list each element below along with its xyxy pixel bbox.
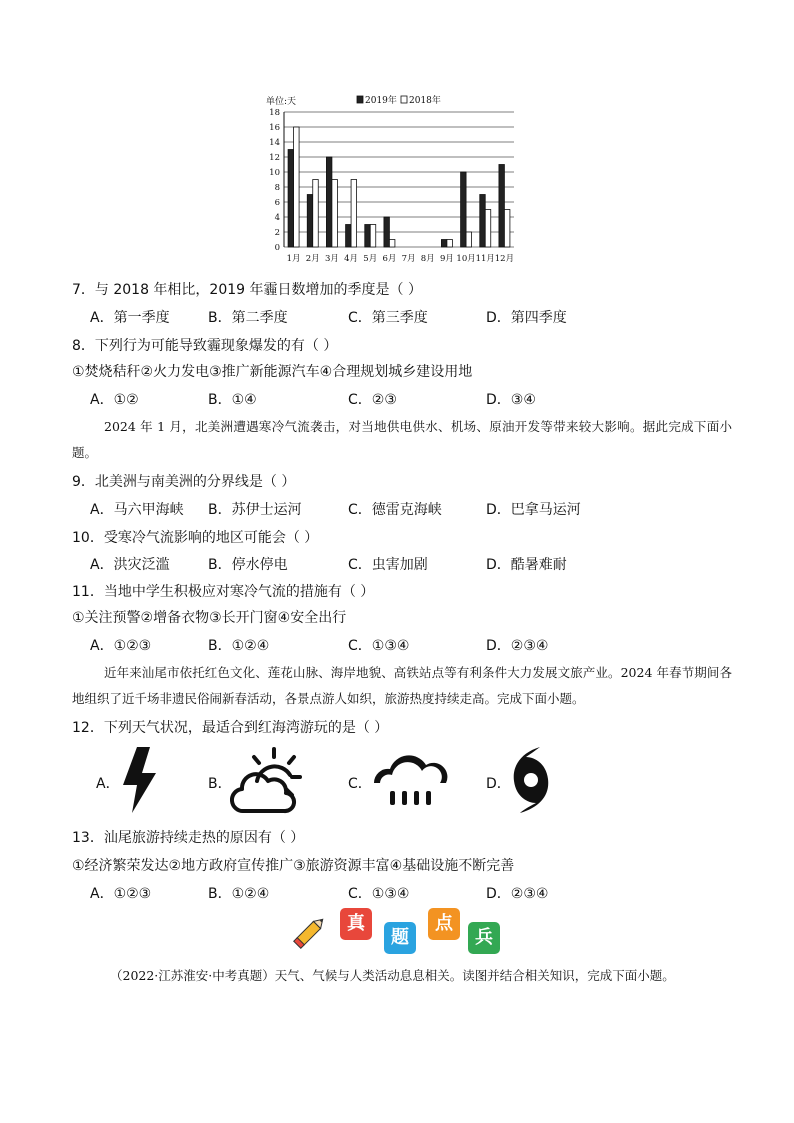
q10-option-a[interactable]: A．洪灾泛滥: [90, 557, 170, 573]
x-tick-label-7: 7月: [401, 254, 416, 264]
bar-2018-5: [370, 225, 376, 248]
q11-option-a[interactable]: A．①②③: [90, 638, 152, 654]
q8-items: ①焚烧秸秆②火力发电③推广新能源汽车④合理规划城乡建设用地: [72, 364, 473, 380]
q13-option-b[interactable]: B．①②④: [208, 886, 270, 902]
legend-label-0: 2019年: [365, 96, 397, 106]
q10-option-b[interactable]: B．停水停电: [208, 557, 288, 573]
q12-option-d[interactable]: [486, 745, 576, 815]
bar-2018-2: [313, 180, 319, 248]
q9-option-c[interactable]: C．德雷克海峡: [348, 502, 442, 518]
bar-2019-4: [346, 225, 352, 248]
x-tick-label-1: 1月: [286, 254, 301, 264]
x-tick-label-10: 10月: [456, 254, 476, 264]
bar-2018-9: [447, 240, 453, 248]
q13-option-a[interactable]: A．①②③: [90, 886, 152, 902]
q12-stem: 12．下列天气状况，最适合到红海湾游玩的是（ ）: [72, 720, 389, 736]
x-tick-label-6: 6月: [382, 254, 397, 264]
bar-2019-5: [365, 225, 371, 248]
bar-2019-12: [499, 165, 505, 248]
pencil-icon: [290, 912, 330, 952]
x-tick-label-3: 3月: [324, 254, 339, 264]
q8-option-c[interactable]: C．②③: [348, 392, 397, 408]
q12-option-d-label: D．: [486, 776, 511, 792]
bar-2018-6: [389, 240, 395, 248]
haze-days-chart: [262, 92, 520, 268]
x-tick-label-5: 5月: [363, 254, 378, 264]
typhoon-icon: [506, 745, 556, 815]
bar-2019-2: [307, 195, 313, 248]
q12-option-a-label: A．: [96, 776, 120, 792]
q13-stem: 13．汕尾旅游持续走热的原因有（ ）: [72, 830, 305, 846]
y-tick-label-1: 2: [274, 228, 280, 238]
bar-2019-6: [384, 217, 390, 247]
q7-option-b[interactable]: B．第二季度: [208, 310, 288, 326]
q13-option-d[interactable]: D．②③④: [486, 886, 549, 902]
q9-option-d[interactable]: D．巴拿马运河: [486, 502, 581, 518]
y-tick-label-9: 18: [269, 108, 280, 118]
q13-option-c[interactable]: C．①③④: [348, 886, 410, 902]
y-tick-label-8: 16: [269, 123, 280, 133]
q9-option-a[interactable]: A．马六甲海峡: [90, 502, 184, 518]
bar-2019-10: [461, 172, 467, 247]
badge-dian: 点: [428, 908, 460, 940]
bar-2018-11: [485, 210, 491, 248]
q7-option-a[interactable]: A．第一季度: [90, 310, 170, 326]
q9-option-b[interactable]: B．苏伊士运河: [208, 502, 302, 518]
passage-shanwei-tourism: 近年来汕尾市依托红色文化、莲花山脉、海岸地貌、高铁站点等有利条件大力发展文旅产业。2024 年春节期间各地组织了近千场非遗民俗闹新春活动，各景点游人如织，旅游热度持续走高。完成下面小题。: [72, 665, 732, 706]
q11-option-b[interactable]: B．①②④: [208, 638, 270, 654]
y-tick-label-4: 8: [274, 183, 280, 193]
badge-zhen: 真: [340, 908, 372, 940]
bar-2019-1: [288, 150, 294, 248]
q12-option-c-label: C．: [348, 776, 372, 792]
q13-items: ①经济繁荣发达②地方政府宣传推广③旅游资源丰富④基础设施不断完善: [72, 858, 515, 874]
rain-cloud-icon: [370, 751, 450, 815]
q10-option-c[interactable]: C．虫害加剧: [348, 557, 428, 573]
bar-2018-10: [466, 232, 472, 247]
x-tick-label-4: 4月: [344, 254, 359, 264]
x-tick-label-12: 12月: [494, 254, 515, 264]
y-tick-label-2: 4: [274, 213, 280, 223]
q8-option-d[interactable]: D．③④: [486, 392, 536, 408]
legend-swatch-1: [401, 96, 407, 103]
q11-option-c[interactable]: C．①③④: [348, 638, 410, 654]
lightning-icon: [120, 745, 160, 815]
badge-ti: 题: [384, 922, 416, 954]
y-tick-label-3: 6: [274, 198, 280, 208]
badge-bing: 兵: [468, 922, 500, 954]
y-tick-label-0: 0: [274, 243, 280, 253]
x-tick-label-2: 2月: [305, 254, 320, 264]
bar-2019-3: [326, 157, 332, 247]
bar-2019-9: [441, 240, 447, 248]
x-tick-label-11: 11月: [475, 254, 495, 264]
q12-option-b-label: B．: [208, 776, 232, 792]
bar-2018-3: [332, 180, 338, 248]
q7-option-d[interactable]: D．第四季度: [486, 310, 567, 326]
q11-option-d[interactable]: D．②③④: [486, 638, 549, 654]
bar-2018-4: [351, 180, 357, 248]
source-line: （2022·江苏淮安·中考真题）天气、气候与人类活动息息相关。读图并结合相关知识，完成下面小题。: [110, 968, 675, 983]
x-tick-label-9: 9月: [439, 254, 454, 264]
q11-stem: 11．当地中学生积极应对寒冷气流的措施有（ ）: [72, 584, 375, 600]
y-tick-label-5: 10: [269, 168, 280, 178]
q7-option-c[interactable]: C．第三季度: [348, 310, 428, 326]
q9-stem: 9．北美洲与南美洲的分界线是（ ）: [72, 474, 296, 490]
q10-option-d[interactable]: D．酷暑难耐: [486, 557, 567, 573]
chart-unit-label: 单位:天: [266, 97, 297, 107]
bar-2019-11: [480, 195, 486, 248]
q12-option-c[interactable]: [348, 745, 458, 815]
q7-stem: 7．与 2018 年相比，2019 年霾日数增加的季度是（ ）: [72, 282, 422, 298]
q12-option-b[interactable]: [208, 745, 308, 815]
real-exam-practice-banner: [290, 908, 510, 958]
bar-2018-1: [294, 127, 300, 247]
passage-north-america-cold: 2024 年 1 月，北美洲遭遇寒冷气流袭击，对当地供电供水、机场、原油开发等带来较大影响。据此完成下面小题。: [72, 419, 732, 460]
y-tick-label-7: 14: [269, 138, 280, 148]
q8-option-b[interactable]: B．①④: [208, 392, 257, 408]
q12-option-a[interactable]: [96, 745, 176, 815]
q8-stem: 8．下列行为可能导致霾现象爆发的有（ ）: [72, 338, 338, 354]
q10-stem: 10．受寒冷气流影响的地区可能会（ ）: [72, 530, 319, 546]
y-tick-label-6: 12: [269, 153, 280, 163]
q8-option-a[interactable]: A．①②: [90, 392, 139, 408]
bar-chart-svg: [262, 92, 520, 268]
legend-label-1: 2018年: [409, 96, 441, 106]
q11-items: ①关注预警②增备衣物③长开门窗④安全出行: [72, 610, 347, 626]
x-tick-label-8: 8月: [420, 254, 435, 264]
legend-swatch-0: [357, 96, 363, 103]
bar-2018-12: [504, 210, 510, 248]
sun-behind-cloud-icon: [230, 745, 310, 815]
